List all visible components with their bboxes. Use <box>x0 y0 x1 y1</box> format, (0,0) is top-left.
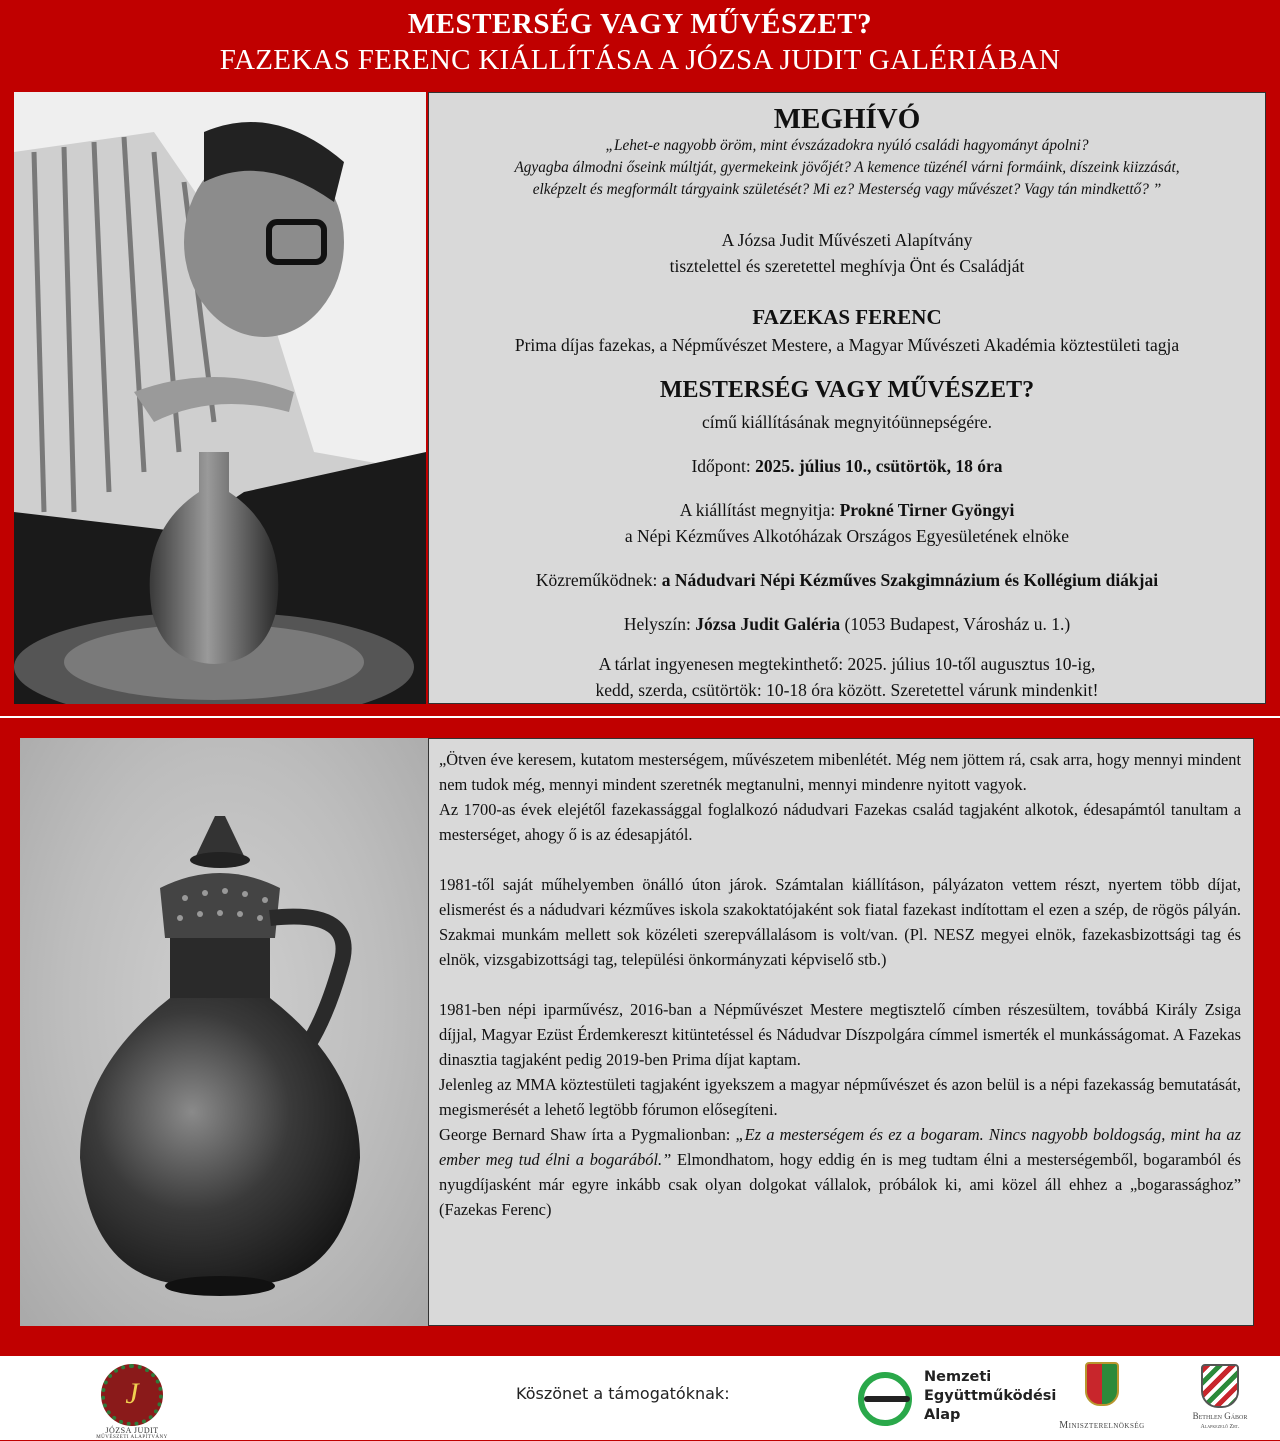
statement-paragraph-1: „Ötven éve keresem, kutatom mesterségem, művészetem mibenlétét. Még nem jöttem rá, csak arra, hogy mennyi mindent nem tudok még, mennyi mindent szeretnék megtanulni, mennyi mindenre nyitott vagyok. <box>439 750 1241 794</box>
statement-paragraph-4: 1981-ben népi iparművész, 2016-ban a Népművészet Mestere megtisztelő címben részesültem, továbbá Király Zsiga díjjal, Magyar Ezüst Érdemkereszt kitüntetéssel és Nádudvar Díszpolgára címmel ismerték el munkásságomat. A Fazekas dinasztia tagjaként pedig 2019-ben Prima díjat kaptam. <box>439 1000 1241 1069</box>
quote-line-3: elképzelt és megformált tárgyaink születését? Mi ez? Mesterség vagy művészet? Vagy tán mindkettő? ” <box>532 181 1162 198</box>
header-title-line1: MESTERSÉG VAGY MŰVÉSZET? <box>407 8 873 40</box>
foundation-logo-caption-1: JÓZSA JUDIT <box>105 1426 159 1435</box>
sponsors-thanks: Köszönet a támogatóknak: <box>516 1384 730 1403</box>
foundation-line-1: A Józsa Judit Művészeti Alapítvány <box>721 230 973 250</box>
miniszterelnokseg-caption: Miniszterelnökség <box>1059 1420 1145 1431</box>
foundation-emblem-icon <box>101 1364 163 1426</box>
sponsors-footer <box>0 1356 1280 1440</box>
page-header <box>0 0 1280 88</box>
quote-line-1: „Lehet-e nagyobb öröm, mint évszázadokra nyúló családi hagyományt ápolni? <box>605 137 1089 154</box>
invitation-quote <box>429 135 1265 201</box>
bethlen-shield-icon <box>1201 1364 1239 1408</box>
foundation-line-2: tisztelettel és szeretettel meghívja Önt és Családját <box>669 256 1025 276</box>
opener-description: a Népi Kézműves Alkotóházak Országos Egyesületének elnöke <box>624 526 1070 546</box>
nea-logo-text <box>924 1368 1056 1425</box>
venue-label: Helyszín: <box>623 614 696 634</box>
potter-illustration <box>14 92 426 704</box>
visiting-hours-line-2: kedd, szerda, csütörtök: 10-18 óra között. Szeretettel várunk mindenkit! <box>595 680 1099 700</box>
statement-paragraph-2: Az 1700-as évek elejétől fazekassággal foglalkozó nádudvari Fazekas család tagjaként alkotok, édesapámtól tanultam a mesterséget, ahogy ő is az édesapjától. <box>439 800 1241 844</box>
foundation-logo-caption-2: MŰVÉSZETI ALAPÍTVÁNY <box>96 1435 168 1440</box>
statement-paragraph-5: Jelenleg az MMA köztestületi tagjaként igyekszem a magyar népművészet és azon belül is a népi fazekasság bemutatását, megismerését a lehető legtöbb fórumon elősegíteni. <box>439 1075 1241 1119</box>
exhibition-title: MESTERSÉG VAGY MŰVÉSZET? <box>659 377 1035 403</box>
opener-name: Prokné Tirner Gyöngyi <box>839 500 1015 520</box>
exhibition-subtitle: című kiállításának megnyitóünnepségére. <box>701 412 993 432</box>
potter-photo <box>14 92 426 704</box>
statement-paragraph-3: 1981-től saját műhelyemben önálló úton járok. Számtalan kiállításon, pályázaton vettem részt, nyertem több díjat, elismerést és a nádudvari kézműves iskola szakoktatójaként sok fiatal fazekast indítottam el ezen a szép, de rögös pályán. Szakmai munkám mellett sok közéleti szerepvállalásom is volt/van. (Pl. NESZ megyei elnök, fazekasbizottsági tag és elnök, vizsgabizottsági tag, települési önkormányzati képviselő stb.) <box>439 875 1241 969</box>
venue-name: Józsa Judit Galéria <box>695 614 841 634</box>
nea-bar-icon <box>864 1396 910 1402</box>
statement-paragraph-6 <box>439 1122 1241 1222</box>
artist-description: Prima díjas fazekas, a Népművészet Mestere, a Magyar Művészeti Akadémia köztestületi tagja <box>514 335 1180 355</box>
time-value: 2025. július 10., csütörtök, 18 óra <box>755 456 1003 476</box>
jug-photo <box>20 738 428 1326</box>
event-time <box>429 453 1265 479</box>
venue-line <box>429 611 1265 637</box>
opener-line <box>429 497 1265 523</box>
bethlen-caption-1: Bethlen Gábor <box>1192 1411 1248 1421</box>
nea-line-3: Alap <box>924 1407 961 1423</box>
nea-line-2: Együttműködési <box>924 1388 1057 1404</box>
visiting-hours-line-1: A tárlat ingyenesen megtekinthető: 2025. július 10-től augusztus 10-ig, <box>598 654 1096 674</box>
artist-statement <box>428 738 1254 1326</box>
shaw-intro: George Bernard Shaw írta a Pygmalionban: <box>439 1125 736 1144</box>
foundation-monogram: J <box>125 1377 139 1410</box>
jug-illustration <box>20 738 428 1326</box>
invitation-title: MEGHÍVÓ <box>773 103 921 135</box>
statement-closing: Elmondhatom, hogy eddig én is meg tudtam élni a mesterségemből, bogaramból és nyugdíjasként már egyre inkább csak olyan dolgokat vállalok, próbálok ki, ami közel áll ehhez a „bogarassághoz” (Fazekas Ferenc) <box>439 1150 1241 1219</box>
bethlen-gabor-logo <box>1180 1364 1260 1436</box>
coat-of-arms-icon <box>1085 1362 1119 1406</box>
contributors-label: Közreműködnek: <box>535 570 662 590</box>
venue-address: (1053 Budapest, Városház u. 1.) <box>840 614 1071 634</box>
contributors-value: a Nádudvari Népi Kézműves Szakgimnázium és Kollégium diákjai <box>661 570 1159 590</box>
opener-label: A kiállítást megnyitja: <box>679 500 840 520</box>
quote-line-2: Agyagba álmodni őseink múltját, gyermekeink jövőjét? A kemence tüzénél várni formáink, díszeink kiizzását, <box>514 159 1180 176</box>
section-divider <box>0 716 1280 718</box>
contributors-line <box>429 567 1265 593</box>
invitation-panel <box>428 92 1266 704</box>
miniszterelnokseg-logo <box>1052 1362 1152 1438</box>
jozsa-judit-foundation-logo <box>92 1364 172 1440</box>
bethlen-caption-2: Alapkezelő Zrt. <box>1200 1424 1240 1430</box>
shaw-quote: „Ez a mesterségem és ez a bogaram. Nincs nagyobb boldogság, mint ha az ember meg tud élni a bogarából.” <box>439 1125 1241 1169</box>
nea-line-1: Nemzeti <box>924 1369 992 1385</box>
artist-name: FAZEKAS FERENC <box>752 305 942 329</box>
nea-logo <box>858 1368 1068 1428</box>
time-label: Időpont: <box>691 456 756 476</box>
header-title-line2: FAZEKAS FERENC KIÁLLÍTÁSA A JÓZSA JUDIT GALÉRIÁBAN <box>219 44 1061 76</box>
